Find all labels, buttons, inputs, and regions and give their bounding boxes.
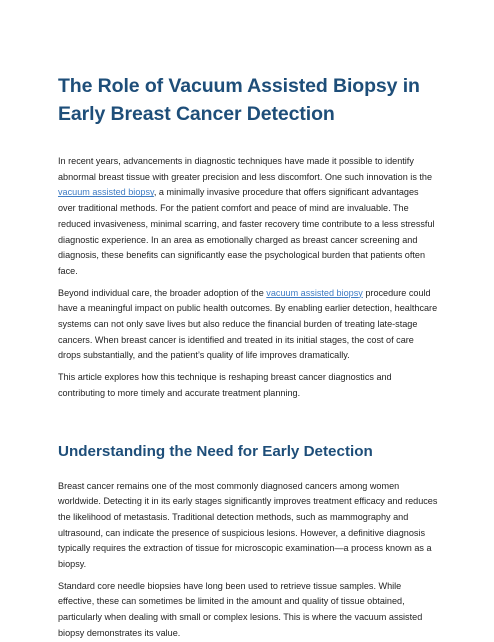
early-detection-paragraph: Breast cancer remains one of the most commonly diagnosed cancers among women worldwide. Detecting it in its early stages significantly improves treatment efficacy and reduces the likelihood of metastasis. Traditional detection methods, such as mammography and ultrasound, can indicate the presence of suspicious lesions. However, a definitive diagnosis typically requires the extraction of tissue for microscopic examination—a process known as a biopsy.	[58, 480, 438, 570]
vacuum-assisted-biopsy-link-2[interactable]: vacuum assisted biopsy	[266, 287, 363, 298]
article-summary-paragraph: This article explores how this technique is reshaping breast cancer diagnostics and contributing to more timely and accurate treatment planning.	[58, 372, 392, 398]
public-health-paragraph	[58, 286, 438, 365]
public-health-paragraph-text-after: procedure could have a meaningful impact on public health outcomes. By enabling earlier detection, healthcare systems can not only save lives but also reduce the financial burden of treating late-stage cancers. When breast cancer is identified and treated in its initial stages, the cost of care drops substantially, and the patient’s quality of life improves dramatically.	[58, 287, 438, 361]
intro-paragraph	[58, 154, 438, 280]
intro-paragraph-text-after: , a minimally invasive procedure that offers significant advantages over traditional methods. For the patient comfort and peace of mind are invaluable. The reduced invasiveness, minimal scarring, and faster recovery time contribute to a less stressful diagnostic experience. In an area as emotionally charged as breast cancer screening and diagnosis, these benefits can significantly ease the psychological burden that patients often face.	[58, 187, 435, 276]
intro-paragraph-text-before: In recent years, advancements in diagnostic techniques have made it possible to identify abnormal breast tissue with greater precision and less discomfort. One such innovation is the	[58, 156, 433, 182]
vacuum-assisted-biopsy-link[interactable]: vacuum assisted biopsy	[58, 187, 154, 198]
core-needle-biopsy-paragraph: Standard core needle biopsies have long been used to retrieve tissue samples. While effective, these can sometimes be limited in the amount and quality of tissue obtained, particularly when dealing with small or complex lesions. This is where the vacuum assisted biopsy demonstrates its value.	[58, 580, 423, 638]
section-heading: Understanding the Need for Early Detection	[58, 442, 373, 460]
document-content	[58, 72, 438, 642]
public-health-paragraph-text-before: Beyond individual care, the broader adoption of the	[58, 287, 267, 298]
page-title: The Role of Vacuum Assisted Biopsy in Early Breast Cancer Detection	[58, 75, 420, 125]
